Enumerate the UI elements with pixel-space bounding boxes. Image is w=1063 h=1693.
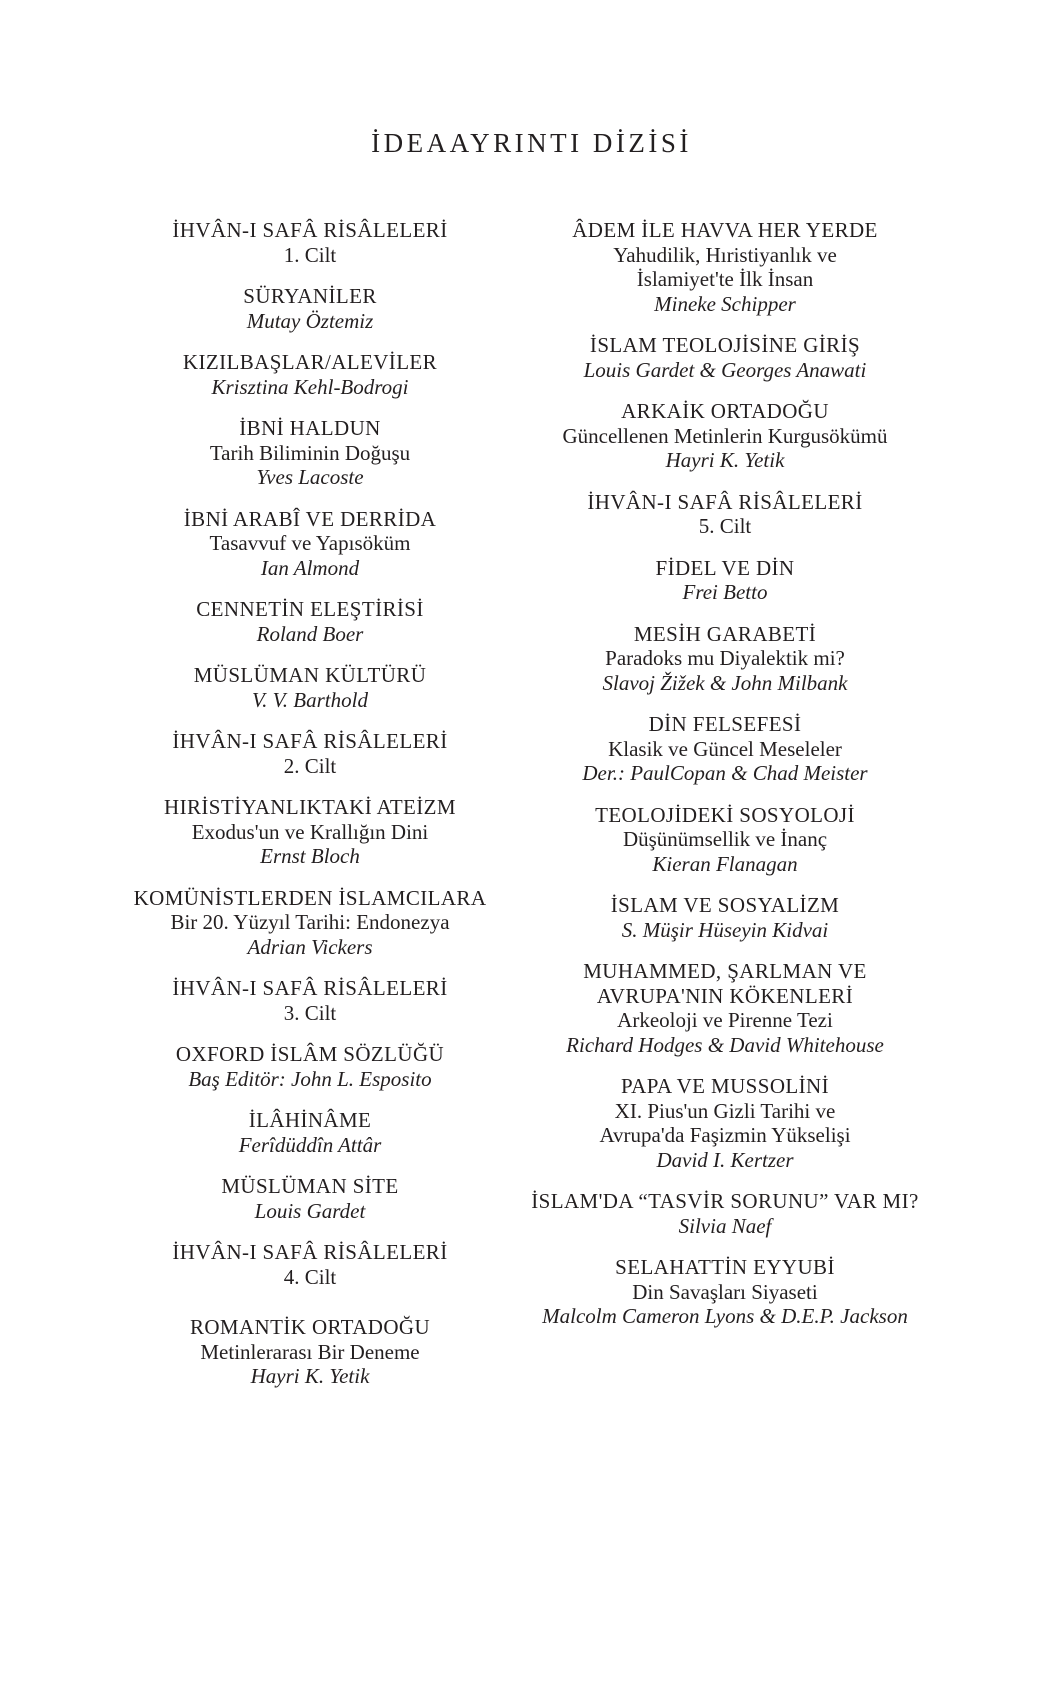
- book-title: SÜRYANİLER: [243, 284, 377, 308]
- book-author: Silvia Naef: [678, 1213, 772, 1238]
- book-title: İHVÂN-I SAFÂ RİSÂLELERİ: [172, 976, 448, 1000]
- book-title: İHVÂN-I SAFÂ RİSÂLELERİ: [587, 489, 863, 514]
- book-title: ARKAİK ORTADOĞU: [621, 399, 829, 423]
- book-entry: [115, 1042, 505, 1091]
- book-title: İHVÂN-I SAFÂ RİSÂLELERİ: [172, 218, 448, 242]
- book-author: Adrian Vickers: [247, 934, 373, 959]
- book-entry: [115, 350, 505, 399]
- book-title: KOMÜNİSTLERDEN İSLAMCILARA: [133, 885, 487, 910]
- book-subtitle: 4. Cilt: [283, 1264, 337, 1289]
- book-author: Der.: PaulCopan & Chad Meister: [582, 761, 868, 785]
- book-entry: [115, 663, 505, 712]
- book-entry: [115, 795, 505, 869]
- book-title: CENNETİN ELEŞTİRİSİ: [196, 597, 424, 621]
- book-subtitle: 3. Cilt: [283, 1000, 337, 1025]
- book-entry: [505, 399, 945, 473]
- book-entry: [505, 218, 945, 316]
- book-subtitle: İslamiyet'te İlk İnsan: [636, 267, 814, 291]
- book-entry: [505, 333, 945, 382]
- book-author: Yves Lacoste: [256, 465, 364, 489]
- book-title: İHVÂN-I SAFÂ RİSÂLELERİ: [172, 729, 448, 753]
- book-title: MÜSLÜMAN SİTE: [221, 1174, 399, 1198]
- book-title: İSLAM VE SOSYALİZM: [610, 893, 840, 917]
- book-entry: [115, 416, 505, 490]
- book-entry: [505, 1255, 945, 1329]
- book-title: MUHAMMED, ŞARLMAN VE: [583, 959, 867, 983]
- book-entry: [115, 507, 505, 581]
- book-entry: [505, 712, 945, 786]
- book-subtitle: Tarih Biliminin Doğuşu: [209, 440, 411, 465]
- book-author: Mutay Öztemiz: [246, 308, 374, 333]
- book-author: Baş Editör: John L. Esposito: [188, 1066, 432, 1091]
- book-entry: [505, 803, 945, 877]
- book-author: Louis Gardet: [254, 1198, 366, 1223]
- book-title: KIZILBAŞLAR/ALEVİLER: [182, 350, 438, 374]
- book-title: HIRİSTİYANLIKTAKİ ATEİZM: [164, 795, 456, 819]
- book-subtitle: Güncellenen Metinlerin Kurgusökümü: [562, 423, 888, 448]
- book-title: MÜSLÜMAN KÜLTÜRÜ: [193, 663, 427, 687]
- book-subtitle: 1. Cilt: [283, 242, 337, 267]
- book-entry: [505, 556, 945, 605]
- book-author: David I. Kertzer: [656, 1147, 794, 1172]
- book-author: V. V. Barthold: [252, 687, 368, 712]
- book-subtitle: XI. Pius'un Gizli Tarihi ve: [614, 1098, 836, 1123]
- book-entry: [115, 1174, 505, 1223]
- book-list-right-column: [505, 218, 945, 1346]
- book-author: Frei Betto: [682, 580, 768, 604]
- book-title: İHVÂN-I SAFÂ RİSÂLELERİ: [172, 1240, 448, 1264]
- book-entry: [115, 1315, 505, 1389]
- book-subtitle: 5. Cilt: [698, 514, 752, 538]
- book-author: Richard Hodges & David Whitehouse: [566, 1032, 884, 1057]
- book-entry: [115, 1240, 505, 1289]
- book-entry: [115, 886, 505, 960]
- book-entry: [505, 1189, 945, 1238]
- book-title: İSLAM TEOLOJİSİNE GİRİŞ: [589, 333, 861, 357]
- book-entry: [115, 597, 505, 646]
- book-title: İBNİ ARABÎ VE DERRİDA: [183, 506, 437, 531]
- book-author: Louis Gardet & Georges Anawati: [583, 357, 867, 382]
- book-title: PAPA VE MUSSOLİNİ: [621, 1074, 829, 1098]
- book-author: S. Müşir Hüseyin Kidvai: [621, 917, 829, 942]
- book-list-left-column: [115, 218, 505, 1406]
- book-author: Roland Boer: [256, 621, 364, 646]
- book-title-continued: AVRUPA'NIN KÖKENLERİ: [596, 983, 854, 1008]
- book-subtitle: Metinlerarası Bir Deneme: [200, 1339, 420, 1364]
- book-author: Krisztina Kehl-Bodrogi: [211, 374, 409, 399]
- book-title: ROMANTİK ORTADOĞU: [189, 1315, 431, 1339]
- book-subtitle: Bir 20. Yüzyıl Tarihi: Endonezya: [170, 910, 450, 934]
- page-title: İDEAAYRINTI DİZİSİ: [371, 128, 692, 158]
- book-author: Ernst Bloch: [260, 844, 360, 868]
- book-author: Kieran Flanagan: [652, 851, 798, 876]
- book-entry: [115, 729, 505, 778]
- book-entry: [505, 622, 945, 696]
- book-author: Ferîdüddîn Attâr: [238, 1132, 382, 1157]
- book-entry: [505, 1074, 945, 1172]
- book-author: Mineke Schipper: [654, 291, 796, 316]
- book-subtitle: Din Savaşları Siyaseti: [632, 1279, 818, 1304]
- book-subtitle: Avrupa'da Faşizmin Yükselişi: [599, 1123, 851, 1147]
- book-entry: [505, 893, 945, 942]
- book-author: Hayri K. Yetik: [665, 448, 785, 472]
- book-subtitle: Exodus'un ve Krallığın Dini: [191, 819, 429, 844]
- book-subtitle: 2. Cilt: [283, 753, 337, 778]
- book-entry: [115, 218, 505, 267]
- book-entry: [115, 976, 505, 1025]
- book-subtitle: Düşünümsellik ve İnanç: [622, 827, 828, 851]
- book-subtitle: Klasik ve Güncel Meseleler: [608, 736, 842, 761]
- book-title: OXFORD İSLÂM SÖZLÜĞÜ: [175, 1042, 445, 1066]
- book-subtitle: Yahudilik, Hıristiyanlık ve: [613, 242, 837, 267]
- book-entry: [115, 1108, 505, 1157]
- book-author: Hayri K. Yetik: [250, 1364, 370, 1388]
- book-author: Malcolm Cameron Lyons & D.E.P. Jackson: [542, 1304, 908, 1328]
- book-author: Slavoj Žižek & John Milbank: [602, 670, 848, 695]
- book-entry: [505, 959, 945, 1057]
- book-subtitle: Paradoks mu Diyalektik mi?: [605, 646, 845, 670]
- book-entry: [115, 284, 505, 333]
- book-title: ÂDEM İLE HAVVA HER YERDE: [572, 218, 878, 242]
- book-title: İBNİ HALDUN: [239, 416, 381, 440]
- book-subtitle: Tasavvuf ve Yapısöküm: [209, 531, 411, 555]
- book-subtitle: Arkeoloji ve Pirenne Tezi: [617, 1008, 833, 1032]
- book-title: İSLAM'DA “TASVİR SORUNU” VAR MI?: [531, 1189, 919, 1213]
- book-author: Ian Almond: [260, 555, 360, 580]
- book-title: FİDEL VE DİN: [655, 555, 795, 580]
- book-title: SELAHATTİN EYYUBİ: [615, 1255, 835, 1279]
- book-entry: [505, 490, 945, 539]
- book-title: İLÂHİNÂME: [248, 1108, 372, 1132]
- book-title: DİN FELSEFESİ: [648, 712, 802, 736]
- book-title: TEOLOJİDEKİ SOSYOLOJİ: [595, 802, 855, 827]
- book-title: MESİH GARABETİ: [633, 621, 817, 646]
